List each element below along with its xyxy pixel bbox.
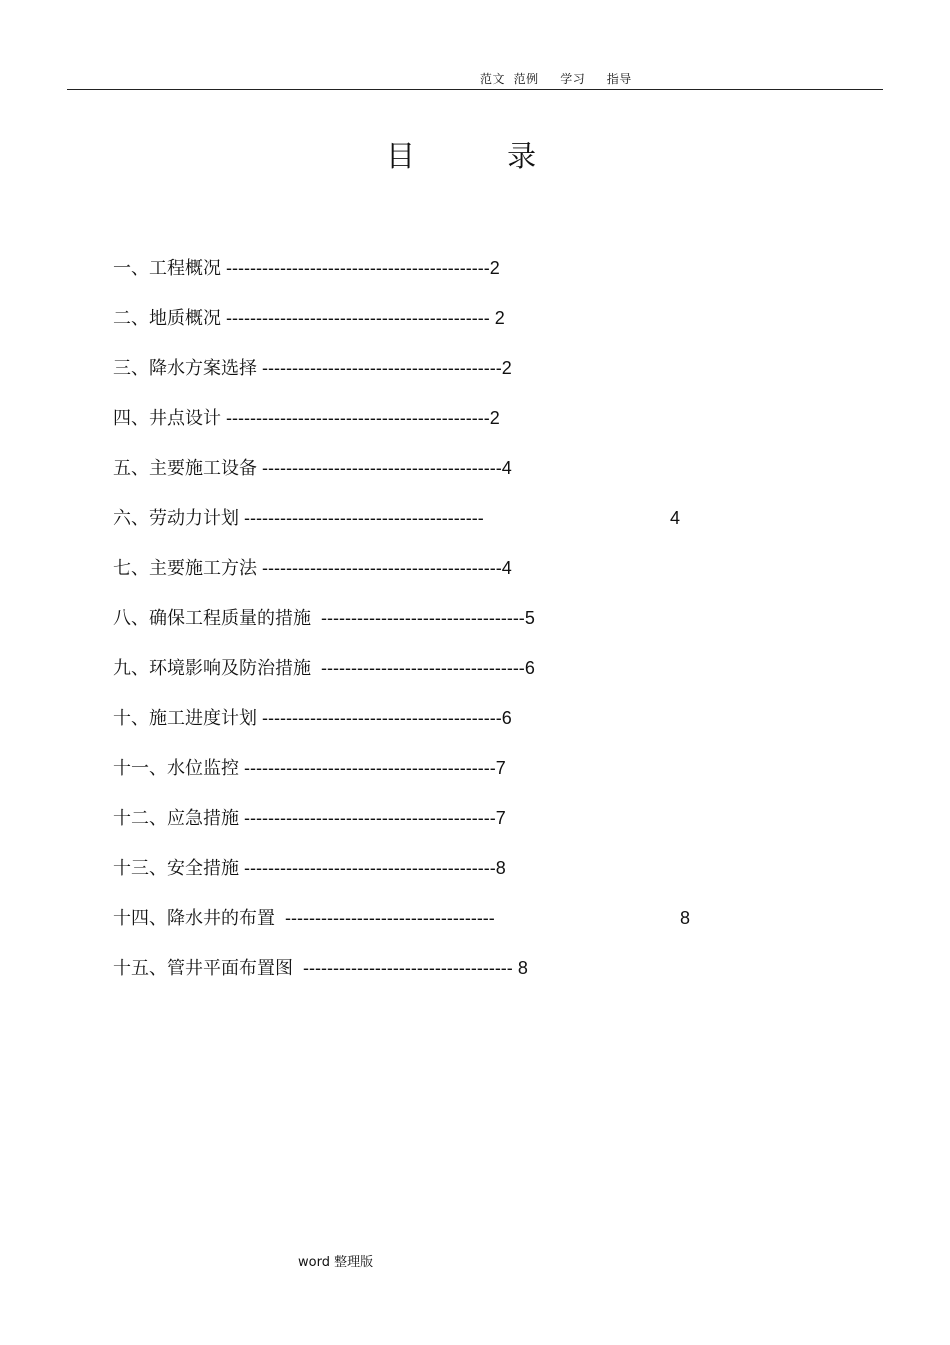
toc-entry-label: 水位监控 <box>167 758 239 779</box>
toc-entry-leader: ---------------------------------------- <box>239 508 484 528</box>
toc-entry-2[interactable] <box>113 305 813 355</box>
toc-entry-7[interactable] <box>113 555 813 605</box>
toc-entry-13[interactable] <box>113 855 813 905</box>
toc-entry-page: 5 <box>524 608 535 628</box>
toc-entry-page: 2 <box>489 408 500 428</box>
table-of-contents <box>113 255 813 1005</box>
toc-entry-label: 确保工程质量的措施 <box>149 608 311 629</box>
toc-entry-page: 8 <box>495 858 506 878</box>
header-divider <box>67 89 883 90</box>
toc-entry-label: 安全措施 <box>167 858 239 879</box>
toc-entry-leader: ---------------------------------------- <box>257 458 502 478</box>
page-footer-text: word 整理版 <box>298 1255 374 1270</box>
toc-entry-9[interactable] <box>113 655 813 705</box>
toc-entry-number: 十、 <box>113 708 149 729</box>
toc-entry-leader: ---------------------------------------- <box>257 358 502 378</box>
toc-entry-label: 环境影响及防治措施 <box>149 658 311 679</box>
toc-entry-leader: ------------------------------------------ <box>239 858 496 878</box>
toc-entry-number: 十一、 <box>113 758 167 779</box>
page-title: 目 录 <box>386 139 537 173</box>
toc-entry-label: 井点设计 <box>149 408 221 429</box>
toc-entry-leader: -------------------------------------------- <box>221 408 490 428</box>
toc-entry-number: 八、 <box>113 608 149 629</box>
toc-entry-label: 地质概况 <box>149 308 221 329</box>
toc-entry-number: 四、 <box>113 408 149 429</box>
toc-entry-label: 劳动力计划 <box>149 508 239 529</box>
page-header-text: 范文 范例 学习 指导 <box>480 72 632 86</box>
toc-entry-number: 三、 <box>113 358 149 379</box>
toc-entry-page: 7 <box>495 808 506 828</box>
toc-entry-8[interactable] <box>113 605 813 655</box>
toc-entry-leader: ---------------------------------- <box>311 608 525 628</box>
toc-entry-10[interactable] <box>113 705 813 755</box>
toc-entry-14[interactable] <box>113 905 813 955</box>
toc-entry-page: 6 <box>524 658 535 678</box>
toc-entry-label: 降水井的布置 <box>167 908 275 929</box>
toc-entry-12[interactable] <box>113 805 813 855</box>
toc-entry-leader: ----------------------------------- <box>275 908 495 928</box>
toc-entry-leader: -------------------------------------------- <box>221 308 495 328</box>
toc-entry-number: 十二、 <box>113 808 167 829</box>
toc-entry-page: 2 <box>494 308 505 328</box>
toc-entry-number: 六、 <box>113 508 149 529</box>
toc-entry-leader: ---------------------------------------- <box>257 558 502 578</box>
toc-entry-label: 工程概况 <box>149 258 221 279</box>
toc-entry-number: 十五、 <box>113 958 167 979</box>
toc-entry-label: 应急措施 <box>167 808 239 829</box>
toc-entry-leader: ------------------------------------------ <box>239 758 496 778</box>
toc-entry-page: 4 <box>670 508 681 528</box>
toc-entry-15[interactable] <box>113 955 813 1005</box>
toc-entry-label: 主要施工方法 <box>149 558 257 579</box>
toc-entry-leader: ----------------------------------- <box>293 958 518 978</box>
toc-entry-page: 4 <box>501 558 512 578</box>
toc-entry-leader: -------------------------------------------- <box>221 258 490 278</box>
toc-entry-number: 十四、 <box>113 908 167 929</box>
toc-entry-page: 2 <box>489 258 500 278</box>
toc-entry-number: 二、 <box>113 308 149 329</box>
toc-entry-label: 管井平面布置图 <box>167 958 293 979</box>
toc-entry-page: 4 <box>501 458 512 478</box>
toc-entry-3[interactable] <box>113 355 813 405</box>
toc-entry-leader: ---------------------------------- <box>311 658 525 678</box>
toc-entry-leader: ---------------------------------------- <box>257 708 502 728</box>
toc-entry-leader: ------------------------------------------ <box>239 808 496 828</box>
toc-entry-page: 6 <box>501 708 512 728</box>
toc-entry-number: 九、 <box>113 658 149 679</box>
toc-entry-page: 2 <box>501 358 512 378</box>
toc-entry-page: 8 <box>680 908 691 928</box>
toc-entry-5[interactable] <box>113 455 813 505</box>
toc-entry-number: 七、 <box>113 558 149 579</box>
toc-entry-11[interactable] <box>113 755 813 805</box>
toc-entry-number: 十三、 <box>113 858 167 879</box>
toc-entry-1[interactable] <box>113 255 813 305</box>
toc-entry-page: 7 <box>495 758 506 778</box>
toc-entry-page: 8 <box>517 958 528 978</box>
toc-entry-number: 五、 <box>113 458 149 479</box>
toc-entry-label: 主要施工设备 <box>149 458 257 479</box>
toc-entry-4[interactable] <box>113 405 813 455</box>
toc-entry-label: 施工进度计划 <box>149 708 257 729</box>
toc-entry-number: 一、 <box>113 258 149 279</box>
toc-entry-6[interactable] <box>113 505 813 555</box>
toc-entry-label: 降水方案选择 <box>149 358 257 379</box>
